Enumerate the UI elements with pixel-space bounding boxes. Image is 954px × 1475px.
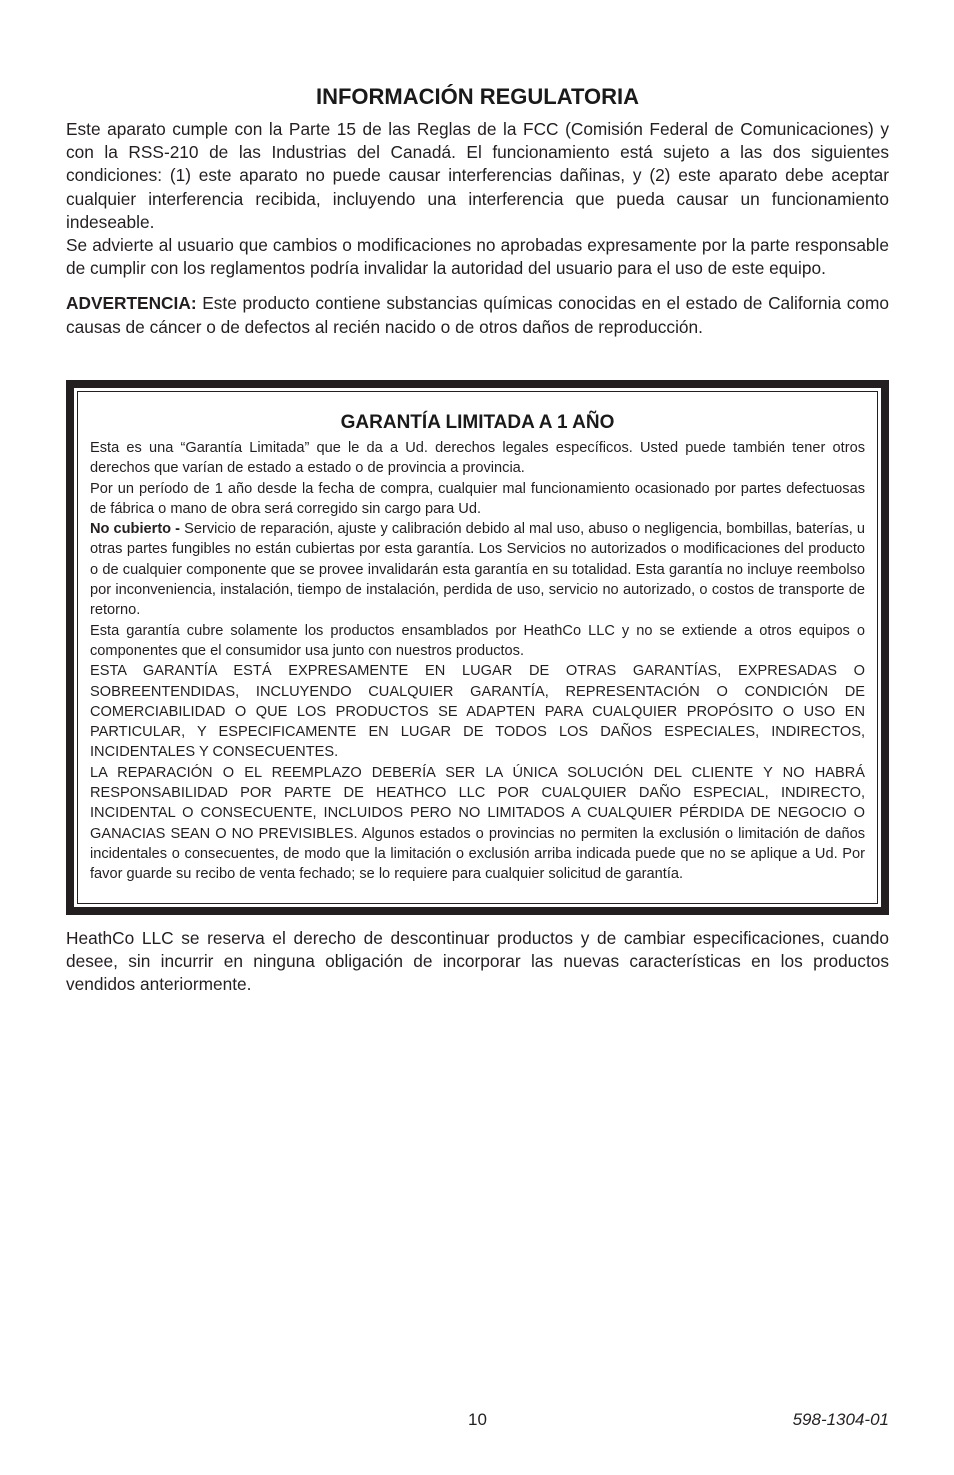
warranty-paragraph-2: Por un período de 1 año desde la fecha de compra, cualquier mal funcionamiento ocasionado por partes defectuosas de fábrica o mano de obra será corregido sin cargo para Ud.	[90, 480, 865, 517]
regulatory-section	[66, 82, 889, 339]
warranty-title: GARANTÍA LIMITADA A 1 AÑO	[340, 412, 615, 433]
page-number: 10	[468, 1410, 487, 1429]
warranty-inner-frame	[77, 391, 878, 904]
warning-label: ADVERTENCIA:	[66, 293, 197, 314]
warranty-not-covered	[90, 519, 865, 620]
warning-text: Este producto contiene substancias químicas conocidas en el estado de California como causas de cáncer o de defectos al recién nacido o de otros daños de reproducción.	[66, 293, 889, 337]
not-covered-text: Servicio de reparación, ajuste y calibración debido al mal uso, abuso o negligencia, bombillas, baterías, u otras partes fungibles no están cubiertas por esta garantía. Los Servicios no autorizados o modificaciones del producto o de cualquier componente que se provee invalidarán esta garantía en su totalidad. Esta garantía no incluye reembolso por inconveniencia, instalación, tiempo de instalación, perdida de uso, servicio no autorizado, o costos de transporte de retorno.	[90, 521, 865, 619]
regulatory-paragraph-2: Se advierte al usuario que cambios o modificaciones no aprobadas expresamente por la parte responsable de cumplir con los reglamentos podría invalidar la autoridad del usuario para el uso de este equipo.	[66, 235, 889, 279]
regulatory-paragraph-1: Este aparato cumple con la Parte 15 de las Reglas de la FCC (Comisión Federal de Comunicaciones) y con la RSS-210 de las Industrias del Canadá. El funcionamiento está sujeto a las dos siguientes condiciones: (1) este aparato no puede causar interferencias dañinas, y (2) este aparato debe aceptar cualquier interferencia recibida, incluyendo una interferencia que pueda causar un funcionamiento indeseable.	[66, 119, 889, 232]
regulatory-title: INFORMACIÓN REGULATORIA	[315, 84, 640, 109]
warranty-paragraph-5: ESTA GARANTÍA ESTÁ EXPRESAMENTE EN LUGAR DE OTRAS GARANTÍAS, EXPRESADAS O SOBREENTENDIDAS, INCLUYENDO CUALQUIER GARANTÍA, REPRESENTACIÓN O CONDICIÓN DE COMERCIABILIDAD O QUE LOS PRODUCTOS SE ADAPTEN PARA CUALQUIER PROPÓSITO O USO EN PARTICULAR, Y ESPECIFICAMENTE EN LUGAR DE TODOS LOS DAÑOS ESPECIALES, INDIRECTOS, INCIDENTALES Y CONSECUENTES.	[90, 663, 865, 761]
warranty-box	[66, 380, 889, 915]
warning-paragraph	[66, 292, 889, 338]
warranty-paragraph-1: Esta es una “Garantía Limitada” que le da a Ud. derechos legales específicos. Usted puede también tener otros derechos que varían de estado a estado o de provincia a provincia.	[90, 440, 865, 477]
document-code: 598-1304-01	[792, 1410, 889, 1429]
footer-paragraph: HeathCo LLC se reserva el derecho de descontinuar productos y de cambiar especificaciones, cuando desee, sin incurrir en ninguna obligación de incorporar las nuevas características en los productos vendidos anteriormente.	[66, 928, 889, 995]
not-covered-label: No cubierto -	[90, 521, 181, 538]
warranty-paragraph-4: Esta garantía cubre solamente los productos ensamblados por HeathCo LLC y no se extiende a otros equipos o componentes que el consumidor usa junto con nuestros productos.	[90, 622, 865, 659]
warranty-paragraph-6: LA REPARACIÓN O EL REEMPLAZO DEBERÍA SER LA ÚNICA SOLUCIÓN DEL CLIENTE Y NO HABRÁ RESPONSABILIDAD POR PARTE DE HEATHCO LLC POR CUALQUIER DAÑO ESPECIAL, INDIRECTO, INCIDENTAL O CONSECUENTE, INCLUIDOS PERO NO LIMITADOS A CUALQUIER PÉRDIDA DE NEGOCIO O GANACIAS SEAN O NO PREVISIBLES. Algunos estados o provincias no permiten la exclusión o limitación de daños incidentales o consecuentes, de modo que la limitación o exclusión arriba indicada puede que no se aplique a Ud. Por favor guarde su recibo de venta fechado; se lo requiere para cualquier solicitud de garantía.	[90, 764, 865, 883]
